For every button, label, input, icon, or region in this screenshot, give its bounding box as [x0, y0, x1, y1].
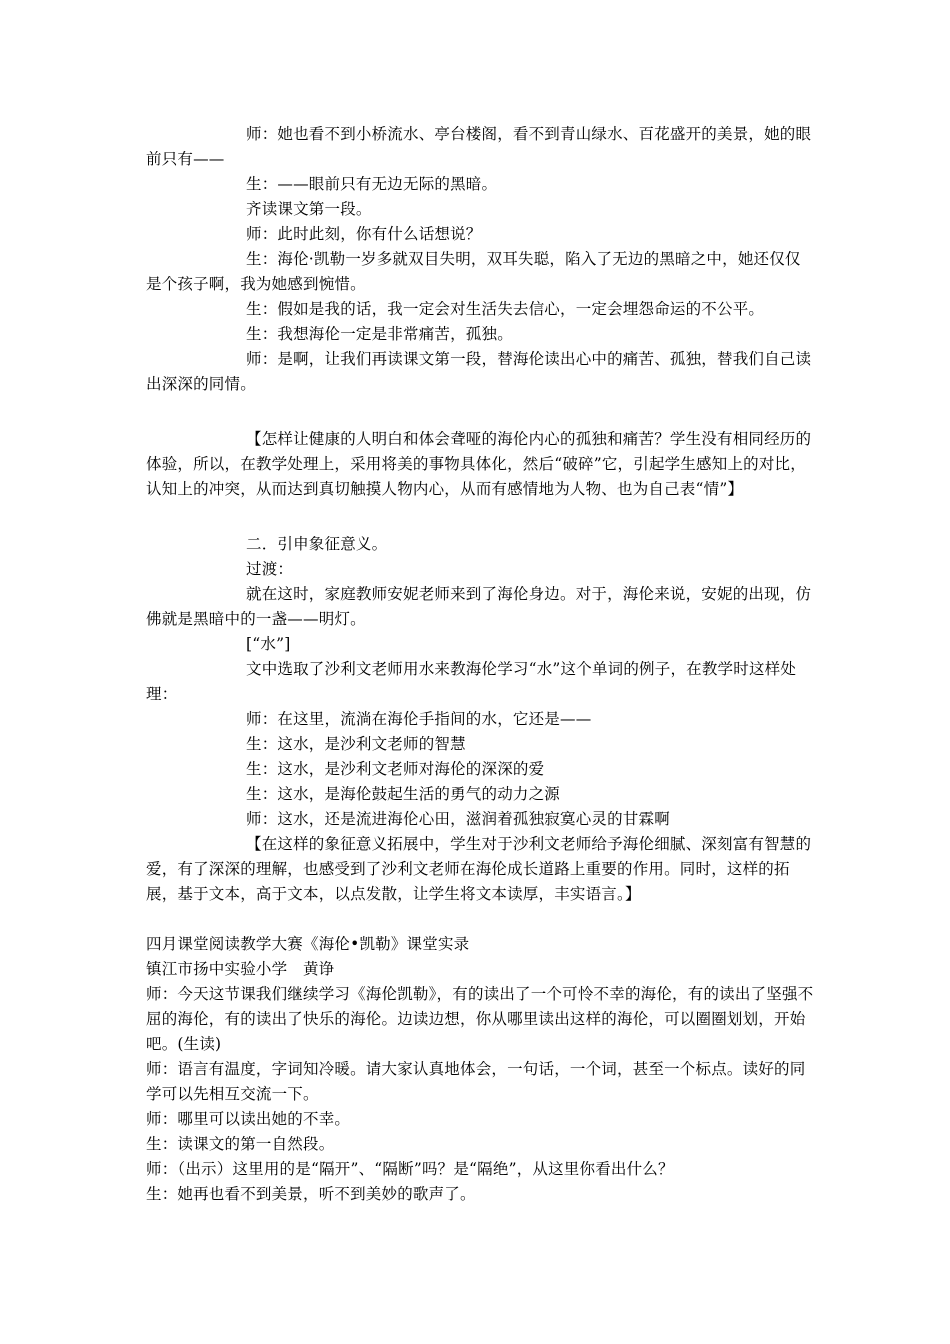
paragraph: 师：今天这节课我们继续学习《海伦凯勒》，有的读出了一个可怜不幸的海伦，有的读出了坚强不屈的海伦，有的读出了快乐的海伦。边读边想，你从哪里读出这样的海伦，可以圈圈划划，开始吧。(生读)	[146, 985, 814, 1053]
blank-line	[146, 907, 816, 932]
paragraph: 生：这水，是沙利文老师对海伦的深深的爱	[246, 760, 545, 778]
paragraph: 师：她也看不到小桥流水、亭台楼阁，看不到青山绿水、百花盛开的美景，她的眼前只有——	[146, 125, 812, 168]
paragraph: 生：读课文的第一自然段。	[146, 1135, 335, 1153]
paragraph: [“水”]	[246, 635, 291, 653]
paragraph: 生：这水，是海伦鼓起生活的勇气的动力之源	[246, 785, 561, 803]
teaching-comment: 【怎样让健康的人明白和体会聋哑的海伦内心的孤独和痛苦？学生没有相同经历的体验，所以，在教学处理上，采用将美的事物具体化，然后“破碎”它，引起学生感知上的对比，认知上的冲突，从而达到真切触摸人物内心，从而有感情地为人物、也为自己表“情”】	[146, 430, 812, 498]
paragraph: 师：（出示）这里用的是“隔开”、“隔断”吗？是“隔绝”，从这里你看出什么？	[146, 1160, 674, 1178]
paragraph: 师：在这里，流淌在海伦手指间的水，它还是——	[246, 710, 592, 728]
paragraph: 齐读课文第一段。	[246, 200, 372, 218]
paragraph: 师：语言有温度，字词知冷暖。请大家认真地体会，一句话，一个词，甚至一个标点。读好的同学可以先相互交流一下。	[146, 1060, 806, 1103]
blank-line	[146, 502, 816, 532]
paragraph: 生：我想海伦一定是非常痛苦，孤独。	[246, 325, 513, 343]
document-body	[146, 122, 816, 1207]
paragraph: 生：这水，是沙利文老师的智慧	[246, 735, 466, 753]
author-line: 镇江市扬中实验小学 黄诤	[146, 960, 335, 978]
paragraph: 就在这时，家庭教师安妮老师来到了海伦身边。对于，海伦来说，安妮的出现，仿佛就是黑暗中的一盏——明灯。	[146, 585, 812, 628]
paragraph: 生：海伦·凯勒一岁多就双目失明，双耳失聪，陷入了无边的黑暗之中，她还仅仅是个孩子啊，我为她感到惋惜。	[146, 250, 801, 293]
paragraph: 生：她再也看不到美景，听不到美妙的歌声了。	[146, 1185, 476, 1203]
paragraph: 过渡：	[246, 560, 294, 578]
record-title: 四月课堂阅读教学大赛《海伦•凯勒》课堂实录	[146, 935, 470, 953]
paragraph: 生：假如是我的话，我一定会对生活失去信心，一定会埋怨命运的不公平。	[246, 300, 765, 318]
paragraph: 师：哪里可以读出她的不幸。	[146, 1110, 351, 1128]
paragraph: 师：这水，还是流进海伦心田，滋润着孤独寂寞心灵的甘霖啊	[246, 810, 670, 828]
teaching-comment: 【在这样的象征意义拓展中，学生对于沙利文老师给予海伦细腻、深刻富有智慧的爱，有了深深的理解，也感受到了沙利文老师在海伦成长道路上重要的作用。同时，这样的拓展，基于文本，高于文本，以点发散，让学生将文本读厚，丰实语言。】	[146, 835, 812, 903]
section-heading: 二．引申象征意义。	[246, 535, 388, 553]
paragraph: 生：——眼前只有无边无际的黑暗。	[246, 175, 498, 193]
paragraph: 师：此时此刻，你有什么话想说？	[246, 225, 482, 243]
paragraph: 师：是啊，让我们再读课文第一段，替海伦读出心中的痛苦、孤独，替我们自己读出深深的同情。	[146, 350, 812, 393]
blank-line	[146, 397, 816, 427]
paragraph: 文中选取了沙利文老师用水来教海伦学习“水”这个单词的例子，在教学时这样处理：	[146, 660, 797, 703]
